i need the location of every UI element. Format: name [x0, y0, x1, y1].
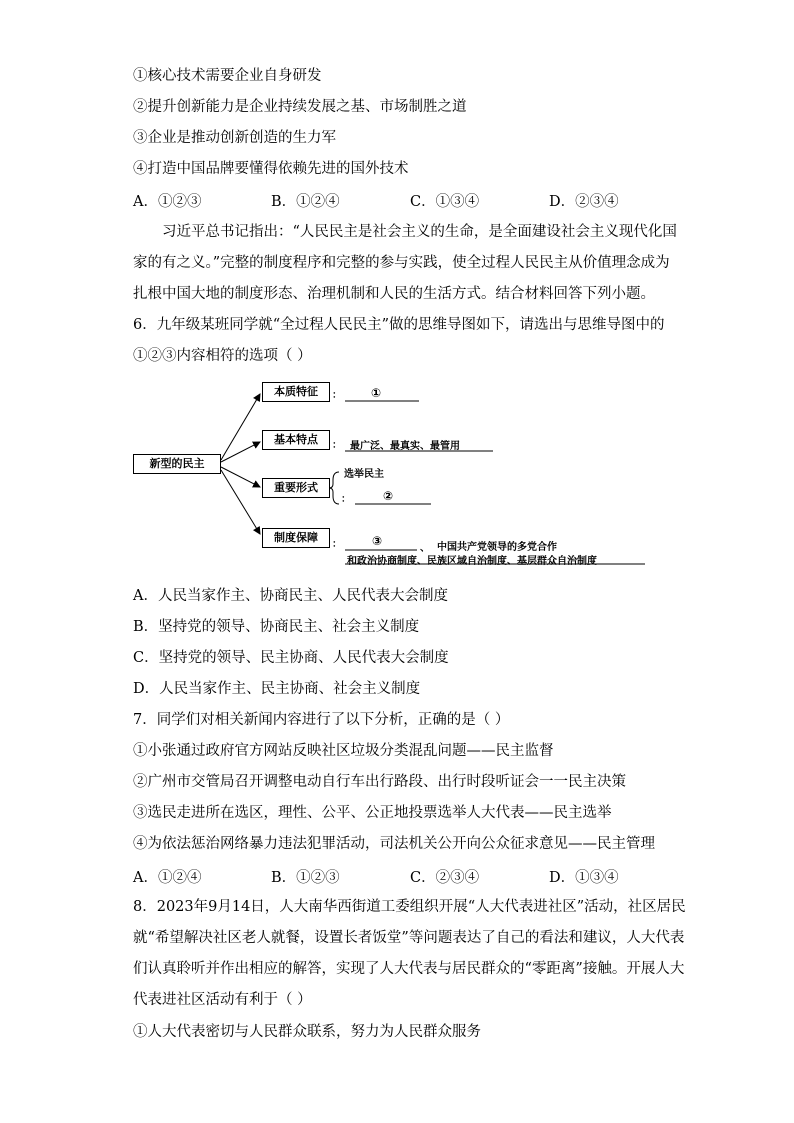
q5-option-c: C．①③④: [410, 194, 480, 210]
q5-options: [133, 190, 693, 210]
material-line-1: 习近平总书记指出：“人民民主是社会主义的生命，是全面建设社会主义现代化国: [162, 224, 677, 240]
b3-colon: ：: [341, 494, 351, 505]
q6-option-a: A．人民当家作主、协商民主、人民代表大会制度: [133, 588, 448, 604]
b3-top-text: 选举民主: [344, 469, 384, 480]
q6-stem-line-1: 6．九年级某班同学就“全过程人民民主”做的思维导图如下，请选出与思维导图中的: [133, 317, 665, 333]
q6-option-c: C．坚持党的领导、民主协商、人民代表大会制度: [133, 650, 449, 666]
q6-stem-line-2: ①②③内容相符的选项（ ）: [133, 348, 312, 364]
q5-item-3: ③企业是推动创新创造的生力军: [133, 130, 336, 146]
q6-option-b: B．坚持党的领导、协商民主、社会主义制度: [133, 619, 420, 635]
q7-options: [133, 866, 693, 886]
q5-option-d: D．②③④: [549, 194, 619, 210]
mind-map-branch-1: 本质特征: [262, 382, 330, 402]
material-line-3: 扎根中国大地的制度形态、治理机制和人民的生活方式。结合材料回答下列小题。: [133, 286, 655, 302]
b1-fill-marker: ①: [371, 386, 382, 400]
q7-item-1: ①小张通过政府官方网站反映社区垃圾分类混乱问题——民主监督: [133, 743, 554, 759]
q5-item-4: ④打造中国品牌要懂得依赖先进的国外技术: [133, 161, 409, 177]
b1-colon: ：: [332, 390, 342, 401]
q8-stem-line-2: 就“希望解决社区老人就餐，设置长者饭堂”等问题表达了自己的看法和建议，人大代表: [133, 930, 685, 946]
q7-stem: 7．同学们对相关新闻内容进行了以下分析，正确的是（ ）: [133, 712, 510, 728]
b4-fill-marker: ③: [372, 534, 383, 548]
b4-text-line-2: 和政治协商制度、民族区域自治制度、基层群众自治制度: [347, 556, 597, 567]
q5-option-a: A．①②③: [133, 194, 202, 210]
q7-option-b: B．①②③: [271, 870, 340, 886]
mind-map-branch-2: 基本特点: [262, 430, 330, 450]
b2-colon: ：: [332, 440, 342, 451]
q7-option-d: D．①③④: [549, 870, 619, 886]
b4-dot: 、: [420, 543, 430, 554]
b4-colon: ：: [332, 539, 342, 550]
b3-fill-marker: ②: [383, 489, 394, 503]
mind-map: [133, 372, 673, 572]
q8-stem-line-4: 代表进社区活动有利于（ ）: [133, 992, 312, 1008]
b4-text-line-1: 中国共产党领导的多党合作: [437, 542, 557, 553]
q5-option-b: B．①②④: [271, 194, 340, 210]
q7-item-2: ②广州市交管局召开调整电动自行车出行路段、出行时段听证会一一民主决策: [133, 774, 626, 790]
b2-text: 最广泛、最真实、最管用: [350, 441, 460, 452]
mind-map-root: 新型的民主: [133, 454, 221, 474]
material-line-2: 家的有之义。”完整的制度程序和完整的参与实践，使全过程人民民主从价值理念成为: [133, 255, 670, 271]
q8-item-1: ①人大代表密切与人民群众联系，努力为人民群众服务: [133, 1024, 481, 1040]
q5-item-1: ①核心技术需要企业自身研发: [133, 68, 322, 84]
mind-map-branch-4: 制度保障: [262, 528, 330, 548]
q6-option-d: D．人民当家作主、民主协商、社会主义制度: [133, 681, 421, 697]
q7-item-3: ③选民走进所在选区，理性、公平、公正地投票选举人大代表——民主选举: [133, 805, 612, 821]
q8-stem-line-3: 们认真聆听并作出相应的解答，实现了人大代表与居民群众的“零距离”接触。开展人大: [133, 961, 685, 977]
q7-item-4: ④为依法惩治网络暴力违法犯罪活动，司法机关公开向公众征求意见——民主管理: [133, 836, 655, 852]
q7-option-a: A．①②④: [133, 870, 202, 886]
q8-stem-line-1: 8．2023年9月14日，人大南华西街道工委组织开展“人大代表进社区”活动，社区居民: [133, 899, 686, 915]
mind-map-branch-3: 重要形式: [262, 478, 330, 498]
q7-option-c: C．②③④: [410, 870, 480, 886]
q5-item-2: ②提升创新能力是企业持续发展之基、市场制胜之道: [133, 99, 467, 115]
